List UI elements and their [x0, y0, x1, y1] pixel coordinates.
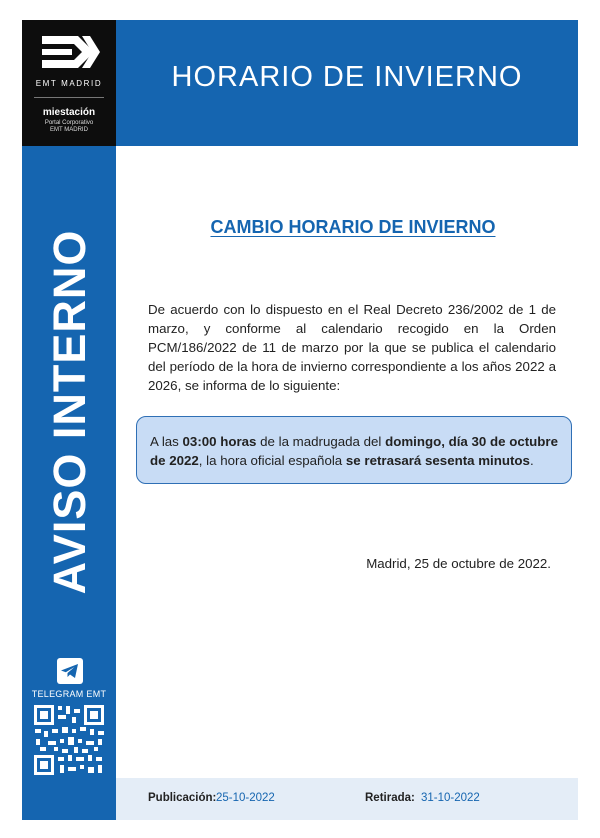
- callout-text-4: .: [529, 453, 534, 468]
- emt-logo-icon: [36, 30, 100, 74]
- notice-title: CAMBIO HORARIO DE INVIERNO: [210, 217, 496, 237]
- signoff-date: Madrid, 25 de octubre de 2022.: [366, 556, 551, 571]
- publication-label: Publicación:: [148, 792, 217, 804]
- withdrawal-date: 31-10-2022: [421, 792, 480, 804]
- publication-date: 25-10-2022: [216, 792, 275, 804]
- callout-date: domingo, día 30 de octubre de 2022: [150, 434, 558, 468]
- callout-time: 03:00 horas: [182, 434, 257, 449]
- callout-text-3: , la hora oficial española: [198, 453, 346, 468]
- page-title: HORARIO DE INVIERNO: [171, 61, 523, 93]
- telegram-label: TELEGRAM EMT: [31, 689, 107, 699]
- portal-subtitle-line1: Portal Corporativo: [44, 120, 94, 126]
- highlight-text: [150, 432, 562, 470]
- notice-paragraph: De acuerdo con lo dispuesto en el Real Decreto 236/2002 de 1 de marzo, y conforme al calendario recogido en la Orden PCM/186/2022 de 11 de marzo por la que se publica el calendario del período de la hora de invierno correspondiente a los años 2022 a 2026, se informa de lo siguiente:: [148, 302, 556, 393]
- portal-name: miestación: [42, 107, 96, 118]
- portal-subtitle-line2: EMT MADRID: [50, 127, 88, 133]
- logo-divider: [34, 97, 104, 98]
- telegram-qr-code[interactable]: [32, 703, 106, 777]
- telegram-icon[interactable]: [57, 658, 83, 684]
- callout-action: se retrasará sesenta minutos: [345, 453, 530, 468]
- callout-text-2: de la madrugada del: [256, 434, 386, 449]
- portal-subtitle: [22, 120, 116, 134]
- withdrawal-label: Retirada:: [365, 792, 415, 804]
- brand-name: EMT MADRID: [35, 79, 103, 88]
- aviso-interno-label: AVISO INTERNO: [44, 229, 95, 595]
- callout-text-1: A las: [150, 434, 183, 449]
